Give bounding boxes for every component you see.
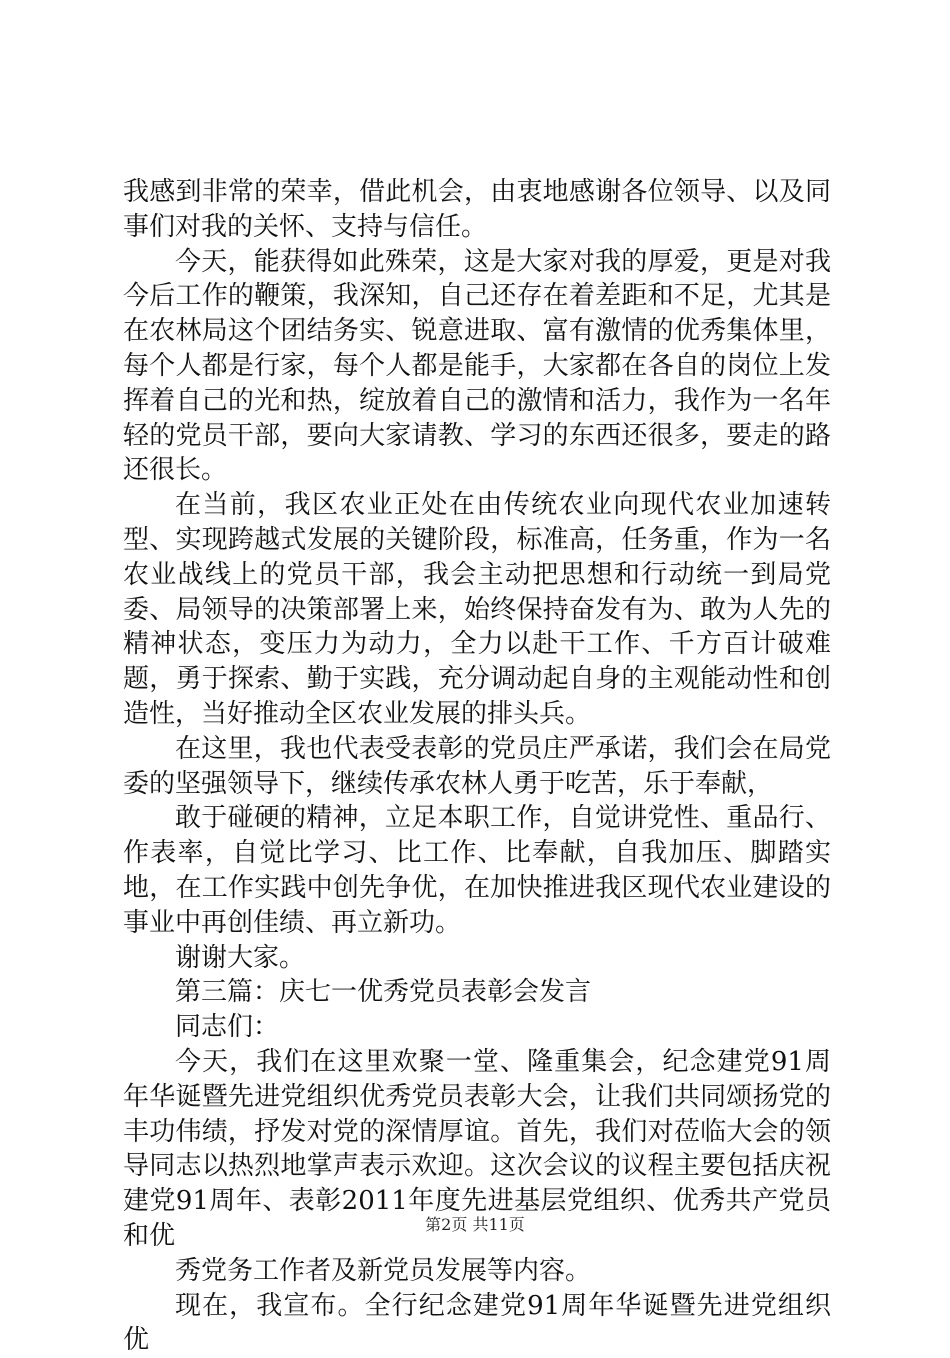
- paragraph-6: 谢谢大家。: [123, 941, 831, 976]
- paragraph-3: 在当前，我区农业正处在由传统农业向现代农业加速转型、实现跨越式发展的关键阶段，标准高，任务重，作为一名农业战线上的党员干部，我会主动把思想和行动统一到局党委、局领导的决策部署上来，始终保持奋发有为、敢为人先的精神状态，变压力为动力，全力以赴干工作、千方百计破难题，勇于探索、勤于实践，充分调动起自身的主观能动性和创造性，当好推动全区农业发展的排头兵。: [123, 488, 831, 732]
- paragraph-9: 现在，我宣布。全行纪念建党91周年华诞暨先进党组织优: [123, 1289, 831, 1358]
- paragraph-7: 今天，我们在这里欢聚一堂、隆重集会，纪念建党91周年华诞暨先进党组织优秀党员表彰大会，让我们共同颂扬党的丰功伟绩，抒发对党的深情厚谊。首先，我们对莅临大会的领导同志以热烈地掌声表示欢迎。这次会议的议程主要包括庆祝建党91周年、表彰2011年度先进基层党组织、优秀共产党员和优: [123, 1045, 831, 1254]
- paragraph-5: 敢于碰硬的精神，立足本职工作，自觉讲党性、重品行、作表率，自觉比学习、比工作、比奉献，自我加压、脚踏实地，在工作实践中创先争优，在加快推进我区现代农业建设的事业中再创佳绩、再立新功。: [123, 801, 831, 940]
- section-heading: 第三篇：庆七一优秀党员表彰会发言: [123, 975, 831, 1010]
- paragraph-1: 我感到非常的荣幸，借此机会，由衷地感谢各位领导、以及同事们对我的关怀、支持与信任。: [123, 175, 831, 245]
- page-number-footer: 第2页 共11页: [0, 1215, 950, 1235]
- document-body: [123, 175, 831, 1358]
- paragraph-8: 秀党务工作者及新党员发展等内容。: [123, 1254, 831, 1289]
- salutation: 同志们：: [123, 1010, 831, 1045]
- paragraph-4: 在这里，我也代表受表彰的党员庄严承诺，我们会在局党委的坚强领导下，继续传承农林人勇于吃苦，乐于奉献，: [123, 732, 831, 802]
- paragraph-2: 今天，能获得如此殊荣，这是大家对我的厚爱，更是对我今后工作的鞭策，我深知，自己还存在着差距和不足，尤其是在农林局这个团结务实、锐意进取、富有激情的优秀集体里，每个人都是行家，每个人都是能手，大家都在各自的岗位上发挥着自己的光和热，绽放着自己的激情和活力，我作为一名年轻的党员干部，要向大家请教、学习的东西还很多，要走的路还很长。: [123, 245, 831, 489]
